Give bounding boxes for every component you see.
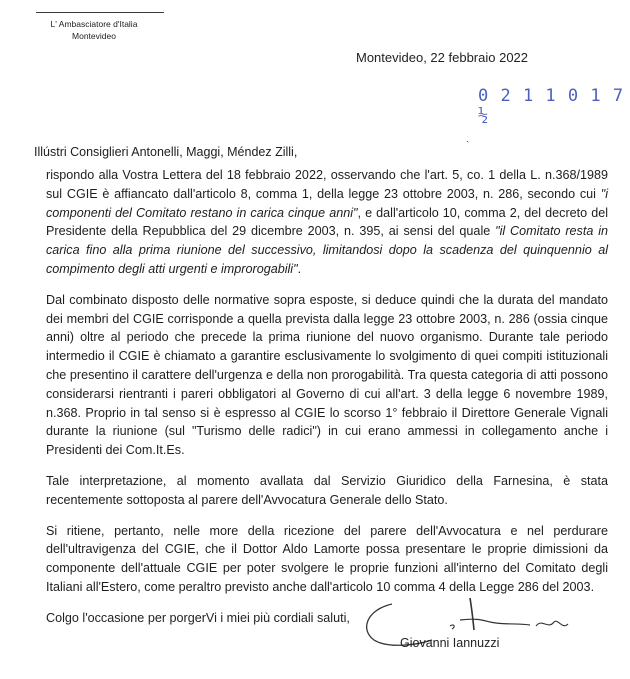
paragraph-4: Si ritiene, pertanto, nelle more della ricezione del parere dell'Avvocatura e nel perdurare dell'ultravigenza del CGIE, che il Dottor Aldo Lamorte possa presentare le proprie dimissioni da componente dell'attuale CGIE per poter svolgere le proprie funzioni all'interno del Comitato degli Italiani all'Estero, come peraltro previsto anche dall'articolo 10 comma 4 della Legge 286 del 2003. — [46, 523, 608, 594]
letter-date: Montevideo, 22 febbraio 2022 — [356, 50, 529, 65]
paragraph-1-quote-2: "il Comitato resta in carica fino alla prima riunione del successivo, limitandosi dopo la scadenza del quinquennio al compimento degli atti urgenti e improrogabili" — [46, 224, 608, 276]
paragraph-1-text-b: , e dall'articolo 10, comma 2, del decreto del Presidente della Repubblica del 29 dicembre 2003, n. 395, ai sensi del quale — [46, 205, 609, 239]
paragraph-1-quote-1: "i componenti del Comitato restano in carica cinque anni" — [46, 186, 608, 220]
letterhead-city: Montevideo — [72, 31, 116, 41]
paragraph-1-text-a: rispondo alla Vostra Lettera del 18 febbraio 2022, osservando che l'art. 5, co. 1 della L. n.368/1989 sul CGIE è affiancato dall'articolo 8, comma 1, della legge 23 ottobre 2003, n. 286, secondo cui — [46, 168, 608, 201]
letterhead — [34, 18, 154, 42]
paragraph-1 — [46, 166, 608, 279]
paragraph-1-text-c: . — [297, 261, 302, 276]
paragraph-2: Dal combinato disposto delle normative sopra esposte, si deduce quindi che la durata del mandato dei membri del CGIE corrisponde a quella prevista dalla legge 23 ottobre 2003, n. 286 (ossia cinque anni) oltre al periodo che precede la prima riunione del nuovo organismo. Durante tale periodo intermedio il CGIE è chiamato a garantire esclusivamente lo svolgimento di quei compiti istituzionali che presentino il carattere dell'urgenza e della non prorogabilità. Tra questa categoria di atti possono considerarsi rientranti i pareri obbligatori al Governo di cui all'art. 3 della legge 6 novembre 1989, n.368. Proprio in tal senso si è espresso al CGIE lo scorso 1° febbraio il Direttore Generale Vignali durante la riunione (sul "Turismo delle radici") in cui erano ammessi in collegamento anche i Presidenti dei Com.It.Es. — [46, 292, 608, 458]
signatory-name: Giovanni Iannuzzi — [400, 636, 500, 650]
salutation: Illústri Consiglieri Antonelli, Maggi, Méndez Zilli, — [34, 145, 298, 159]
letter-body — [46, 166, 608, 640]
protocol-stamp: 0 2 1 1 0 1 7 ½ — [478, 86, 625, 126]
letterhead-title: L' Ambasciatore d'Italia — [50, 19, 138, 29]
paragraph-3: Tale interpretazione, al momento avallata dal Servizio Giuridico della Farnesina, è stata recentemente sottoposta al parere dell'Avvocatura Generale dello Stato. — [46, 473, 608, 507]
closing-line: Colgo l'occasione per porgerVi i miei più cordiali saluti, — [46, 610, 350, 625]
letterhead-rule — [36, 12, 164, 13]
stray-mark: ˴ — [466, 136, 470, 147]
